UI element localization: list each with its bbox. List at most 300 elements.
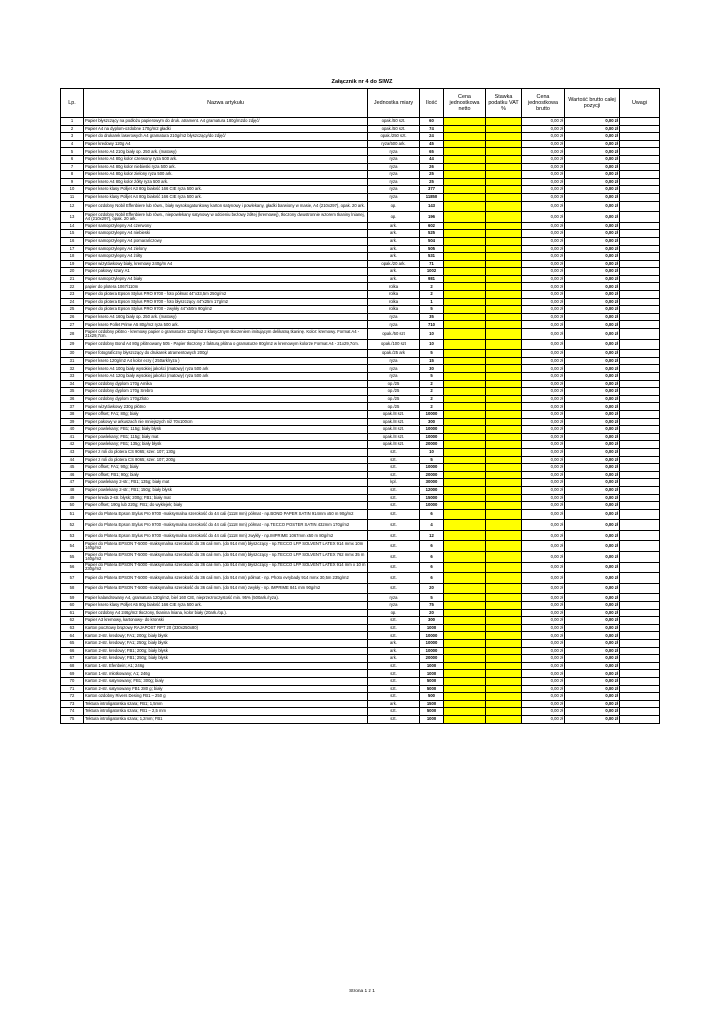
row-vat-input[interactable]	[486, 268, 522, 276]
row-total: 0,00 zł	[565, 155, 620, 163]
row-unit: op./25	[368, 388, 420, 396]
row-lp: 12	[61, 201, 84, 212]
row-gross-price: 0,00 zł	[522, 395, 565, 403]
table-row	[61, 201, 660, 212]
row-gross-price: 0,00 zł	[522, 388, 565, 396]
row-unit: ark.	[368, 253, 420, 261]
table-row	[61, 441, 660, 449]
row-net-price-input[interactable]	[444, 260, 486, 268]
row-total: 0,00 zł	[565, 617, 620, 625]
row-name: Papier kalandrowany A4, gramatura 120g/m2, biel 160 CIE, nieprzezroczystość min. 95% (500ark./ryza).	[84, 594, 368, 602]
row-unit: szt.	[368, 541, 420, 552]
row-notes	[620, 365, 660, 373]
row-qty: 10	[420, 339, 444, 350]
row-vat-input[interactable]	[486, 163, 522, 171]
row-notes	[620, 700, 660, 708]
row-net-price-input[interactable]	[444, 339, 486, 350]
row-gross-price: 0,00 zł	[522, 418, 565, 426]
row-vat-input[interactable]	[486, 609, 522, 617]
row-net-price-input[interactable]	[444, 298, 486, 306]
row-vat-input[interactable]	[486, 562, 522, 573]
row-vat-input[interactable]	[486, 140, 522, 148]
row-net-price-input[interactable]	[444, 329, 486, 340]
row-vat-input[interactable]	[486, 339, 522, 350]
row-notes	[620, 253, 660, 261]
row-lp: 19	[61, 260, 84, 268]
table-row	[61, 148, 660, 156]
row-total: 0,00 zł	[565, 573, 620, 584]
row-name: Karton 2-str. kredowy; FA1; 250g; biały błysk	[84, 640, 368, 648]
row-qty: 15	[420, 357, 444, 365]
row-name: Papier ksero klasy Polljet A5 80g białość 166 CIE ryza 500 ark.	[84, 602, 368, 610]
row-vat-input[interactable]	[486, 357, 522, 365]
row-vat-input[interactable]	[486, 230, 522, 238]
row-unit: ryza	[368, 163, 420, 171]
table-row	[61, 670, 660, 678]
row-vat-input[interactable]	[486, 685, 522, 693]
row-vat-input[interactable]	[486, 410, 522, 418]
row-net-price-input[interactable]	[444, 509, 486, 520]
table-row	[61, 186, 660, 194]
row-net-price-input[interactable]	[444, 380, 486, 388]
row-vat-input[interactable]	[486, 632, 522, 640]
row-net-price-input[interactable]	[444, 655, 486, 663]
row-total: 0,00 zł	[565, 662, 620, 670]
row-total: 0,00 zł	[565, 306, 620, 314]
row-qty: 1000	[420, 670, 444, 678]
row-vat-input[interactable]	[486, 448, 522, 456]
row-vat-input[interactable]	[486, 494, 522, 502]
row-notes	[620, 418, 660, 426]
row-net-price-input[interactable]	[444, 212, 486, 223]
table-row	[61, 230, 660, 238]
row-vat-input[interactable]	[486, 148, 522, 156]
row-vat-input[interactable]	[486, 133, 522, 141]
row-lp: 33	[61, 373, 84, 381]
row-net-price-input[interactable]	[444, 441, 486, 449]
row-qty: 20	[420, 583, 444, 594]
row-unit: szt.	[368, 502, 420, 510]
row-net-price-input[interactable]	[444, 133, 486, 141]
row-lp: 74	[61, 708, 84, 716]
table-row	[61, 624, 660, 632]
row-net-price-input[interactable]	[444, 456, 486, 464]
row-vat-input[interactable]	[486, 125, 522, 133]
row-net-price-input[interactable]	[444, 479, 486, 487]
row-gross-price: 0,00 zł	[522, 201, 565, 212]
row-net-price-input[interactable]	[444, 583, 486, 594]
row-notes	[620, 662, 660, 670]
row-net-price-input[interactable]	[444, 541, 486, 552]
row-notes	[620, 163, 660, 171]
table-row	[61, 685, 660, 693]
row-vat-input[interactable]	[486, 441, 522, 449]
row-net-price-input[interactable]	[444, 486, 486, 494]
row-notes	[620, 647, 660, 655]
row-net-price-input[interactable]	[444, 350, 486, 358]
row-net-price-input[interactable]	[444, 321, 486, 329]
row-vat-input[interactable]	[486, 433, 522, 441]
row-name: Papier powlekany; FB1; 135g; biały błysk	[84, 441, 368, 449]
row-total: 0,00 zł	[565, 640, 620, 648]
row-net-price-input[interactable]	[444, 530, 486, 541]
row-gross-price: 0,00 zł	[522, 357, 565, 365]
row-net-price-input[interactable]	[444, 426, 486, 434]
row-vat-input[interactable]	[486, 662, 522, 670]
row-gross-price: 0,00 zł	[522, 433, 565, 441]
row-total: 0,00 zł	[565, 609, 620, 617]
row-name: Papier do Plotera EPSON T-5000 -maksymalna szerokość do 36 cali mm. (do 914 mm) błyszczący - np.TECCO LFP SOLVENT LATEX 914 mm x 10 m 230g/m2	[85, 562, 366, 572]
row-notes	[620, 573, 660, 584]
row-lp: 7	[61, 163, 84, 171]
row-gross-price: 0,00 zł	[522, 562, 565, 573]
row-net-price-input[interactable]	[444, 237, 486, 245]
table-row	[61, 245, 660, 253]
row-vat-input[interactable]	[486, 155, 522, 163]
row-vat-input[interactable]	[486, 426, 522, 434]
row-net-price-input[interactable]	[444, 268, 486, 276]
row-net-price-input[interactable]	[444, 693, 486, 701]
row-gross-price: 0,00 zł	[522, 268, 565, 276]
row-net-price-input[interactable]	[444, 140, 486, 148]
row-lp: 58	[61, 583, 84, 594]
row-unit: opak./8 szt.	[368, 410, 420, 418]
row-vat-input[interactable]	[486, 395, 522, 403]
row-notes	[620, 479, 660, 487]
row-vat-input[interactable]	[486, 245, 522, 253]
row-vat-input[interactable]	[486, 253, 522, 261]
table-row	[61, 471, 660, 479]
row-notes	[620, 640, 660, 648]
row-net-price-input[interactable]	[444, 186, 486, 194]
row-net-price-input[interactable]	[444, 562, 486, 573]
row-lp: 21	[61, 275, 84, 283]
row-net-price-input[interactable]	[444, 365, 486, 373]
row-vat-input[interactable]	[486, 655, 522, 663]
row-notes	[620, 502, 660, 510]
row-net-price-input[interactable]	[444, 125, 486, 133]
row-net-price-input[interactable]	[444, 700, 486, 708]
row-lp: 24	[61, 298, 84, 306]
row-name: Papier offset; FA1; 80g; biały	[84, 410, 368, 418]
row-net-price-input[interactable]	[444, 677, 486, 685]
row-vat-input[interactable]	[486, 298, 522, 306]
row-notes	[620, 594, 660, 602]
row-qty: 2	[420, 291, 444, 299]
row-vat-input[interactable]	[486, 708, 522, 716]
row-qty: 2	[420, 395, 444, 403]
row-net-price-input[interactable]	[444, 373, 486, 381]
row-total: 0,00 zł	[565, 350, 620, 358]
row-net-price-input[interactable]	[444, 632, 486, 640]
row-vat-input[interactable]	[486, 502, 522, 510]
row-net-price-input[interactable]	[444, 602, 486, 610]
row-net-price-input[interactable]	[444, 471, 486, 479]
row-name: Papier ozdobny dyplom 170gZłoto	[84, 395, 368, 403]
row-unit: szt.	[368, 494, 420, 502]
row-vat-input[interactable]	[486, 186, 522, 194]
row-name: Papier ozdobny płótno - kremowy papier o gramaturze 120g/m2 z klasycznym tłoczeniem imitującym delikatną tkaninę. Kolor: kremowy. Format A4 - 21x29,7cm.	[84, 329, 368, 340]
row-net-price-input[interactable]	[444, 155, 486, 163]
row-vat-input[interactable]	[486, 222, 522, 230]
row-gross-price: 0,00 zł	[522, 479, 565, 487]
row-net-price-input[interactable]	[444, 647, 486, 655]
row-lp: 66	[61, 647, 84, 655]
row-net-price-input[interactable]	[444, 685, 486, 693]
row-name: Tektura introligatorska szara; FB1; 1,5mm	[84, 700, 368, 708]
row-net-price-input[interactable]	[444, 552, 486, 563]
row-lp: 52	[61, 520, 84, 531]
row-unit: szt.	[368, 562, 420, 573]
row-net-price-input[interactable]	[444, 662, 486, 670]
table-row	[61, 647, 660, 655]
row-net-price-input[interactable]	[444, 708, 486, 716]
row-net-price-input[interactable]	[444, 464, 486, 472]
row-net-price-input[interactable]	[444, 617, 486, 625]
row-vat-input[interactable]	[486, 193, 522, 201]
row-unit: ryza	[368, 594, 420, 602]
row-notes	[620, 118, 660, 126]
row-vat-input[interactable]	[486, 479, 522, 487]
row-vat-input[interactable]	[486, 306, 522, 314]
row-vat-input[interactable]	[486, 178, 522, 186]
row-name: Karton 1-str. młotkowany; A1; 246g	[84, 670, 368, 678]
row-lp: 51	[61, 509, 84, 520]
row-name: Papier ksero A4 80g kolor żółty ryza 500 ark.	[84, 178, 368, 186]
row-total: 0,00 zł	[565, 486, 620, 494]
row-name: Papier samoprzylepny A4 biały	[84, 275, 368, 283]
row-net-price-input[interactable]	[444, 395, 486, 403]
row-qty: 531	[420, 253, 444, 261]
row-qty: 5	[420, 456, 444, 464]
row-net-price-input[interactable]	[444, 624, 486, 632]
row-net-price-input[interactable]	[444, 640, 486, 648]
row-net-price-input[interactable]	[444, 502, 486, 510]
row-gross-price: 0,00 zł	[522, 583, 565, 594]
row-vat-input[interactable]	[486, 693, 522, 701]
row-name: Papier ozdobny A4 246g/m2 tłoczony, tkanina lniana, kolor biały (20ark./op.).	[84, 609, 368, 617]
row-vat-input[interactable]	[486, 640, 522, 648]
row-lp: 55	[61, 552, 84, 563]
row-vat-input[interactable]	[486, 283, 522, 291]
row-total: 0,00 zł	[565, 677, 620, 685]
row-net-price-input[interactable]	[444, 275, 486, 283]
row-unit: opak./25 ark	[368, 350, 420, 358]
row-vat-input[interactable]	[486, 171, 522, 179]
row-vat-input[interactable]	[486, 313, 522, 321]
row-net-price-input[interactable]	[444, 418, 486, 426]
table-row	[61, 520, 660, 531]
row-lp: 39	[61, 418, 84, 426]
row-vat-input[interactable]	[486, 365, 522, 373]
row-total: 0,00 zł	[565, 321, 620, 329]
row-net-price-input[interactable]	[444, 448, 486, 456]
row-net-price-input[interactable]	[444, 410, 486, 418]
row-name: Papier ozdobny dyplom 170g Amika	[84, 380, 368, 388]
row-notes	[620, 373, 660, 381]
row-vat-input[interactable]	[486, 380, 522, 388]
row-gross-price: 0,00 zł	[522, 283, 565, 291]
row-gross-price: 0,00 zł	[522, 530, 565, 541]
row-total: 0,00 zł	[565, 403, 620, 411]
row-vat-input[interactable]	[486, 388, 522, 396]
row-total: 0,00 zł	[565, 562, 620, 573]
row-vat-input[interactable]	[486, 464, 522, 472]
row-gross-price: 0,00 zł	[522, 502, 565, 510]
row-net-price-input[interactable]	[444, 230, 486, 238]
table-row	[61, 118, 660, 126]
row-notes	[620, 448, 660, 456]
row-qty: 1002	[420, 268, 444, 276]
row-net-price-input[interactable]	[444, 253, 486, 261]
row-vat-input[interactable]	[486, 321, 522, 329]
row-name: Karton 2-str. satynowany; FB1; 300g; biały	[84, 677, 368, 685]
table-row	[61, 291, 660, 299]
row-net-price-input[interactable]	[444, 163, 486, 171]
row-name: Papier offset; FB1; 90g; biały	[84, 471, 368, 479]
row-vat-input[interactable]	[486, 573, 522, 584]
row-total: 0,00 zł	[565, 602, 620, 610]
table-row	[61, 357, 660, 365]
row-name: Papier ozdobny Nobil Effenbiere lub równ., niepowlekany satynowy w odcieniu beżowy żółtej (kremowej), tłoczony dwustronnie wzorem tkaniny lnianej, A4 (210x297), opak. 20 ark.	[84, 212, 368, 223]
table-row	[61, 373, 660, 381]
row-net-price-input[interactable]	[444, 148, 486, 156]
row-total: 0,00 zł	[565, 632, 620, 640]
row-qty: 20000	[420, 655, 444, 663]
row-unit: ark.	[368, 245, 420, 253]
row-net-price-input[interactable]	[444, 222, 486, 230]
row-vat-input[interactable]	[486, 509, 522, 520]
row-total: 0,00 zł	[565, 715, 620, 723]
row-vat-input[interactable]	[486, 677, 522, 685]
row-name: Papier wizytówkowy 230g płótno	[84, 403, 368, 411]
row-gross-price: 0,00 zł	[522, 609, 565, 617]
row-name: Papier A3 kremowy, kartonowy- do kronski	[84, 617, 368, 625]
row-net-price-input[interactable]	[444, 573, 486, 584]
row-vat-input[interactable]	[486, 201, 522, 212]
row-vat-input[interactable]	[486, 541, 522, 552]
row-gross-price: 0,00 zł	[522, 640, 565, 648]
row-vat-input[interactable]	[486, 670, 522, 678]
row-net-price-input[interactable]	[444, 520, 486, 531]
row-vat-input[interactable]	[486, 403, 522, 411]
row-vat-input[interactable]	[486, 647, 522, 655]
row-lp: 68	[61, 662, 84, 670]
row-net-price-input[interactable]	[444, 283, 486, 291]
row-lp: 34	[61, 380, 84, 388]
row-vat-input[interactable]	[486, 350, 522, 358]
row-vat-input[interactable]	[486, 212, 522, 223]
table-row	[61, 617, 660, 625]
row-qty: 10	[420, 329, 444, 340]
row-net-price-input[interactable]	[444, 594, 486, 602]
row-net-price-input[interactable]	[444, 715, 486, 723]
row-lp: 2	[61, 125, 84, 133]
row-notes	[620, 339, 660, 350]
row-name: Papier ksero A4 80g kolor czerwony ryza 500 ark.	[84, 155, 368, 163]
row-net-price-input[interactable]	[444, 313, 486, 321]
row-vat-input[interactable]	[486, 237, 522, 245]
row-qty: 1000	[420, 715, 444, 723]
row-vat-input[interactable]	[486, 624, 522, 632]
row-notes	[620, 509, 660, 520]
row-net-price-input[interactable]	[444, 357, 486, 365]
row-vat-input[interactable]	[486, 594, 522, 602]
row-vat-input[interactable]	[486, 260, 522, 268]
row-net-price-input[interactable]	[444, 433, 486, 441]
row-net-price-input[interactable]	[444, 178, 486, 186]
table-row	[61, 193, 660, 201]
row-net-price-input[interactable]	[444, 201, 486, 212]
row-total: 0,00 zł	[565, 685, 620, 693]
row-vat-input[interactable]	[486, 418, 522, 426]
row-total: 0,00 zł	[565, 388, 620, 396]
row-total: 0,00 zł	[565, 479, 620, 487]
row-vat-input[interactable]	[486, 530, 522, 541]
row-vat-input[interactable]	[486, 329, 522, 340]
row-name: Tektura introligatorska szara; FB1 – 2,5 mm	[84, 708, 368, 716]
row-qty: 2	[420, 380, 444, 388]
row-net-price-input[interactable]	[444, 670, 486, 678]
row-net-price-input[interactable]	[444, 494, 486, 502]
row-total: 0,00 zł	[565, 201, 620, 212]
row-notes	[620, 464, 660, 472]
row-vat-input[interactable]	[486, 552, 522, 563]
row-net-price-input[interactable]	[444, 403, 486, 411]
row-net-price-input[interactable]	[444, 245, 486, 253]
row-vat-input[interactable]	[486, 583, 522, 594]
row-vat-input[interactable]	[486, 602, 522, 610]
row-vat-input[interactable]	[486, 118, 522, 126]
row-lp: 3	[61, 133, 84, 141]
row-vat-input[interactable]	[486, 456, 522, 464]
row-name: papier do plotera 1067/110m	[84, 283, 368, 291]
row-net-price-input[interactable]	[444, 291, 486, 299]
row-vat-input[interactable]	[486, 520, 522, 531]
row-net-price-input[interactable]	[444, 388, 486, 396]
row-vat-input[interactable]	[486, 373, 522, 381]
row-qty: 30	[420, 365, 444, 373]
row-vat-input[interactable]	[486, 291, 522, 299]
row-net-price-input[interactable]	[444, 193, 486, 201]
row-net-price-input[interactable]	[444, 609, 486, 617]
row-name: Papier do Plotera EPSON T-5000 -maksymalna szerokość do 36 cali mm. (do 914 mm) zwykły - np. IMPRIME 841 mm 90g/m2	[84, 583, 368, 594]
row-net-price-input[interactable]	[444, 171, 486, 179]
row-gross-price: 0,00 zł	[522, 486, 565, 494]
row-vat-input[interactable]	[486, 715, 522, 723]
row-lp: 26	[61, 313, 84, 321]
row-net-price-input[interactable]	[444, 306, 486, 314]
row-name: Papier do Plotera EPSON T-5000 -maksymalna szerokość do 36 cali mm. (do 914 mm) błyszczący - np.TECCO LFP SOLVENT LATEX 762 mmx 35 m 140g/m2	[84, 552, 368, 563]
row-vat-input[interactable]	[486, 617, 522, 625]
row-qty: 60	[420, 118, 444, 126]
row-qty: 981	[420, 275, 444, 283]
row-qty: 602	[420, 222, 444, 230]
row-unit: ark.	[368, 222, 420, 230]
row-net-price-input[interactable]	[444, 118, 486, 126]
row-lp: 72	[61, 693, 84, 701]
row-vat-input[interactable]	[486, 486, 522, 494]
table-row	[61, 133, 660, 141]
row-total: 0,00 zł	[565, 647, 620, 655]
row-vat-input[interactable]	[486, 700, 522, 708]
table-row	[61, 222, 660, 230]
table-row	[61, 662, 660, 670]
row-vat-input[interactable]	[486, 275, 522, 283]
row-name: Papier powlekany; FB1; 115g; biały błysk	[84, 426, 368, 434]
row-vat-input[interactable]	[486, 471, 522, 479]
row-total: 0,00 zł	[565, 275, 620, 283]
